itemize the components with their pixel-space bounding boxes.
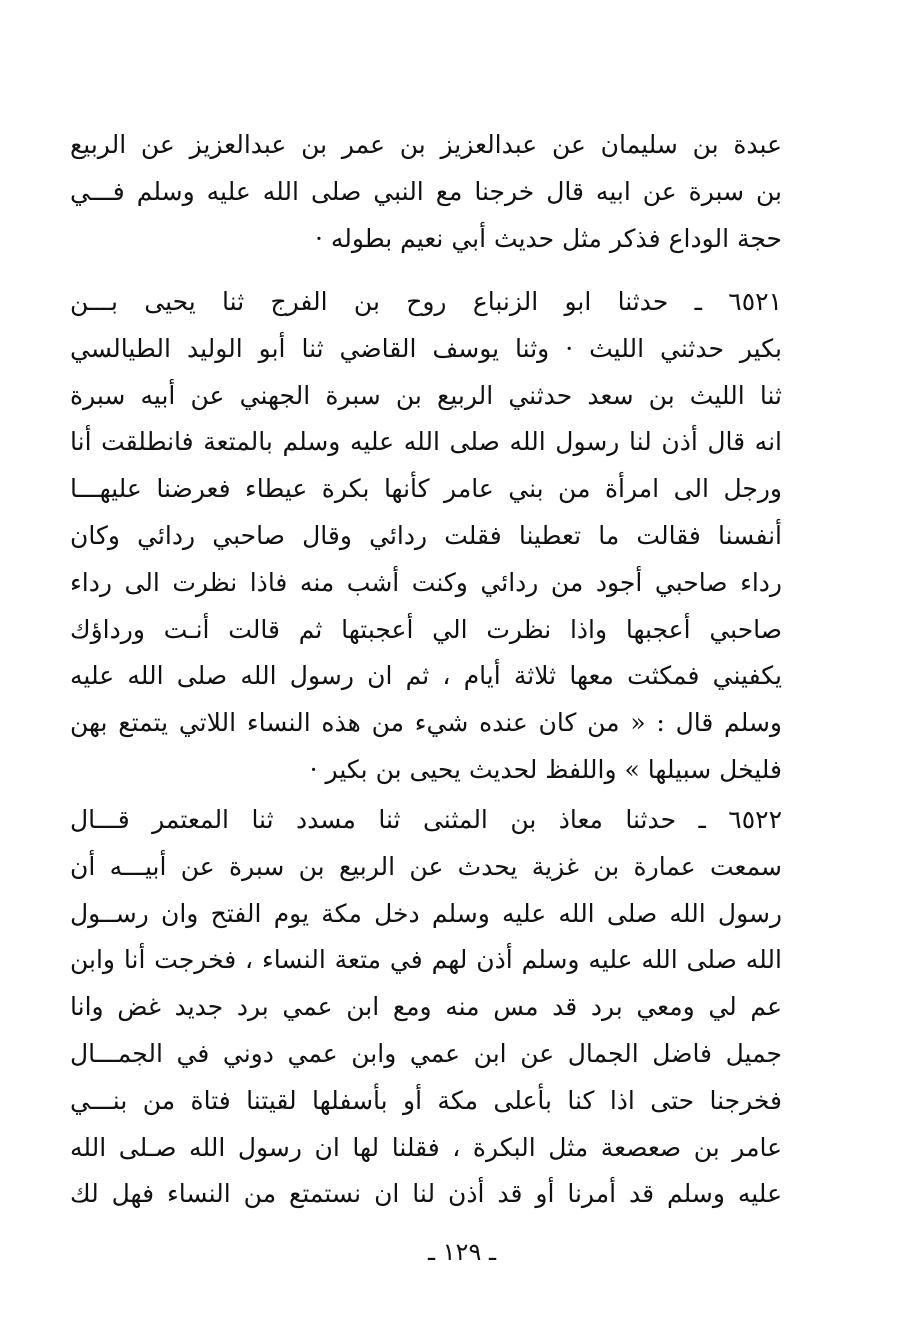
text-line: ورجل الى امرأة من بني عامر كأنها بكرة عيطاء فعرضنا عليهـــا [70,474,782,504]
text-line: سمعت عمارة بن غزية يحدث عن الربيع بن سبرة عن أبيـــه أن [70,851,782,881]
page-number: ـ ١٢٩ ـ [427,1238,496,1266]
text-line: فليخل سبيلها » واللفظ لحديث يحيى بن بكير · [309,754,782,784]
paragraph-2 [70,279,782,794]
text-line: عم لي ومعي برد قد مس منه ومع ابن عمي برد جديد غض وانا [70,992,782,1022]
text-line: الله صلى الله عليه وسلم أذن لهم في متعة النساء ، فخرجت أنا وابن [70,945,782,975]
text-line: عامر بن صعصعة مثل البكرة ، فقلنا لها ان رسول الله صـلى الله [70,1132,782,1162]
text-line: وسلم قال : « من كان عنده شيء من هذه النساء اللاتي يتمتع بهن [70,708,782,738]
text-line: ٦٥٢٢ ـ حدثنا معاذ بن المثنى ثنا مسدد ثنا المعتمر قـــال [70,805,782,834]
text-line: جميل فاضل الجمال عن ابن عمي وابن عمي دوني في الجمـــال [70,1038,782,1068]
text-line: حجة الوداع فذكر مثل حديث أبي نعيم بطوله · [314,223,782,253]
text-line: بكير حدثني الليث · وثنا يوسف القاضي ثنا أبو الوليد الطيالسي [70,333,782,363]
text-line: عليه وسلم قد أمرنا أو قد أذن لنا ان نستمتع من النساء فهل لك [70,1179,782,1209]
text-line: ٦٥٢١ ـ حدثنا ابو الزنباع روح بن الفرج ثنا يحيى بـــن [70,287,782,316]
text-line: بن سبرة عن ابيه قال خرجنا مع النبي صلى الله عليه وسلم فـــي [70,176,782,206]
text-line: يكفيني فمكثت معها ثلاثة أيام ، ثم ان رسول الله صلى الله عليه [70,661,782,691]
text-line: رداء صاحبي أجود من ردائي وكنت أشب منه فاذا نظرت الى رداء [70,567,782,597]
text-line: فخرجنا حتى اذا كنا بأعلى مكة أو بأسفلها لقيتنا فتاة من بنـــي [70,1085,782,1115]
paragraph-3 [70,797,782,1218]
paragraph-1 [70,122,782,262]
text-line: انه قال أذن لنا رسول الله صلى الله عليه وسلم بالمتعة فانطلقت أنا [70,427,782,457]
text-line: عبدة بن سليمان عن عبدالعزيز بن عمر بن عبدالعزيز عن الربيع [70,130,782,159]
text-line: ثنا الليث بن سعد حدثني الربيع بن سبرة الجهني عن أبيه سبرة [70,380,782,410]
text-line: رسول الله صلى الله عليه وسلم دخل مكة يوم الفتح وان رســول [70,898,782,928]
text-line: أنفسنا فقالت ما تعطينا فقلت ردائي وقال صاحبي ردائي وكان [70,520,782,550]
text-line: صاحبي أعجبها واذا نظرت الي أعجبتها ثم قالت أنـت ورداؤك [70,614,782,644]
